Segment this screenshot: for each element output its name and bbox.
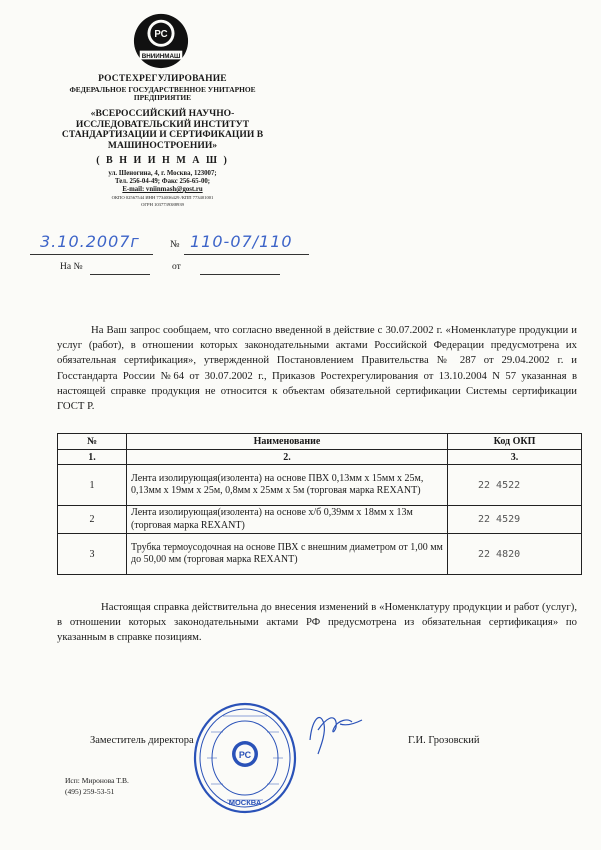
row-number: 3 xyxy=(58,534,127,575)
registry-codes: ОКПО 02567544 ИНН 7734036429 /КПП 773401001 xyxy=(111,195,214,200)
ogrn-code: ОГРН 1037739388939 xyxy=(141,202,184,207)
svg-text:РС: РС xyxy=(238,750,252,760)
products-table xyxy=(57,433,582,575)
row-okp-code: 22 4529 xyxy=(448,506,582,534)
address: ул. Шеногина, 4, г. Москва, 123007; xyxy=(108,170,217,177)
table-row xyxy=(58,465,582,506)
org-name: РОСТЕХРЕГУЛИРОВАНИЕ xyxy=(98,74,227,84)
svg-text:МОСКВА: МОСКВА xyxy=(228,798,262,807)
signatory-name: Г.И. Грозовский xyxy=(408,735,480,746)
col-index-3: 3. xyxy=(448,450,582,465)
row-product-name: Лента изолирующая(изолента) на основе х/б 0,39мм х 18мм х 13м (торговая марка REXANT) xyxy=(127,506,448,534)
number-underline xyxy=(184,253,309,255)
row-product-name: Лента изолирующая(изолента) на основе ПВХ 0,13мм х 15мм х 25м, 0,13мм х 19мм х 25м, 0,8мм х 25мм х 5м (торговая марка REXANT) xyxy=(127,465,448,506)
col-index-1: 1. xyxy=(58,450,127,465)
reply-to-number-label: На № xyxy=(60,262,83,272)
email-link[interactable]: E-mail: vniinmash@gost.ru xyxy=(122,186,203,193)
col-header-name: Наименование xyxy=(127,434,448,450)
reply-date-label: от xyxy=(172,262,181,272)
institute-name: «ВСЕРОССИЙСКИЙ НАУЧНО-ИССЛЕДОВАТЕЛЬСКИЙ ИНСТИТУТ СТАНДАРТИЗАЦИИ И СЕРТИФИКАЦИИ В МАШИНОСТРОЕНИИ» xyxy=(61,108,264,152)
body-paragraph-2: Настоящая справка действительна до внесения изменений в «Номенклатуру продукции и работ (услуг), в отношении которых законодательными актами РФ предусмотрена из обязательная сертификация» по указанным в справке позициям. xyxy=(57,601,577,644)
svg-text:РС: РС xyxy=(154,29,168,41)
handwritten-date: 3.10.2007г xyxy=(40,232,140,251)
signature-icon xyxy=(290,700,370,760)
institute-abbr: ( В Н И И Н М А Ш ) xyxy=(96,155,229,166)
official-stamp-icon xyxy=(193,702,297,814)
col-index-2: 2. xyxy=(127,450,448,465)
number-sign: № xyxy=(170,239,180,250)
rst-logo-icon xyxy=(132,12,190,70)
reply-number-blank xyxy=(90,273,150,275)
enterprise-type: ФЕДЕРАЛЬНОЕ ГОСУДАРСТВЕННОЕ УНИТАРНОЕ ПРЕДПРИЯТИЕ xyxy=(69,85,256,103)
handwritten-number: 110-07/110 xyxy=(190,232,293,251)
body-paragraph-1: На Ваш запрос сообщаем, что согласно введенной в действие с 30.07.2002 г. «Номенклатуре продукции и услуг (работ), в отношении которых законодательными актами Российской Федерации предусмотрена их обязательная сертификация», утвержденной Постановлением Правительства № 287 от 29.04.2002 г. и Госстандарта России №64 от 30.07.2002 г., Приказов Ростехрегулирования от 13.10.2004 N 57 указанная в настоящей справке продукция не относится к объектам обязательной сертификации Системы сертификации ГОСТ Р. xyxy=(57,324,577,412)
row-product-name: Трубка термоусодочная на основе ПВХ с внешним диаметром от 1,00 мм до 50,00 мм (торговая марка REXANT) xyxy=(127,534,448,575)
row-okp-code: 22 4522 xyxy=(448,465,582,506)
row-number: 2 xyxy=(58,506,127,534)
col-header-okp: Код ОКП xyxy=(448,434,582,450)
date-underline xyxy=(30,253,153,255)
table-row xyxy=(58,534,582,575)
executor-name: Исп: Миронова Т.В. xyxy=(65,776,129,785)
col-header-number: № xyxy=(58,434,127,450)
row-number: 1 xyxy=(58,465,127,506)
reply-date-blank xyxy=(200,273,280,275)
table-row xyxy=(58,506,582,534)
signatory-title: Заместитель директора xyxy=(90,735,194,746)
executor-phone: (495) 259-53-51 xyxy=(65,787,115,796)
phone-fax: Тел. 256-04-49; Факс 256-65-00; xyxy=(114,178,211,185)
row-okp-code: 22 4820 xyxy=(448,534,582,575)
svg-text:ВНИИНМАШ: ВНИИНМАШ xyxy=(141,52,181,60)
